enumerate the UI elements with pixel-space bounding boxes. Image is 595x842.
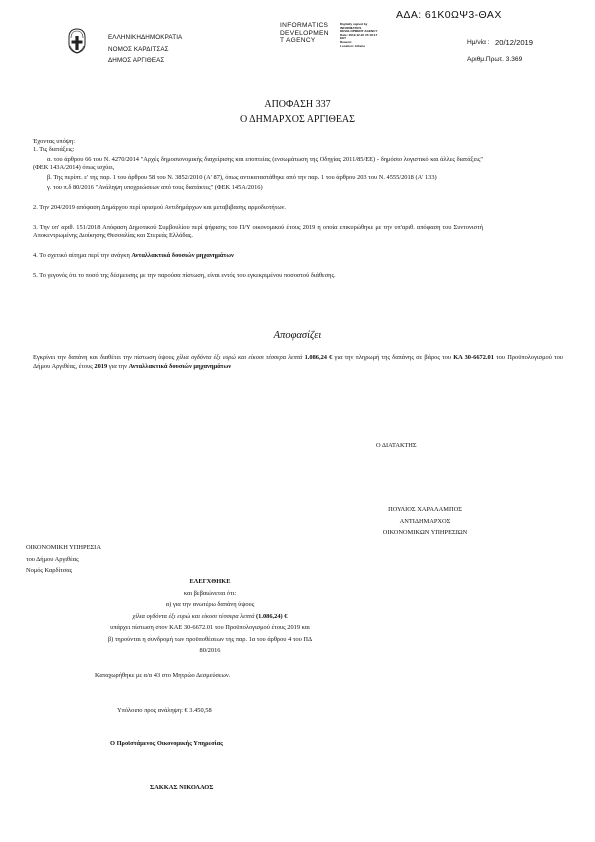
signer-department: ΟΙΚΟΝΟΜΙΚΩΝ ΥΠΗΡΕΣΙΩΝ <box>382 529 468 536</box>
decision-body <box>33 354 563 372</box>
budget-year: 2019 <box>94 362 108 370</box>
verification-block <box>30 576 390 657</box>
decision-text: Εγκρίνει την δαπάνη και διαθέτει την πίστωση ύψους <box>33 354 177 361</box>
signer-role: Ο ΔΙΑΤΑΚΤΗΣ <box>376 442 417 449</box>
expense-purpose: Ανταλλακτικά δουσιών μηχανημάτων <box>128 362 232 370</box>
header-left <box>108 32 182 67</box>
preamble-item-1a: α. του άρθρου 66 του Ν. 4270/2014 "Αρχές δημοσιονομικής διαχείρισης και εποπτείας (ενσωμάτωση της Οδηγίας 2011/85/ΕΕ) - δημόσιο λογιστικό και άλλες διατάξεις" (ΦΕΚ 143Α/2014) όπως ισχύει, <box>33 156 483 171</box>
signature-org-line: DEVELOPMEN <box>280 29 329 37</box>
preamble-item-4-text: 4. Το σχετικό αίτημα περί την ανάγκη <box>33 252 130 259</box>
decision-authority: Ο ΔΗΜΑΡΧΟΣ ΑΡΓΙΘΕΑΣ <box>240 114 355 125</box>
signer-name: ΠΟΥΛΙΟΣ ΧΑΡΑΛΑΜΠΟΣ <box>388 506 462 513</box>
signature-detail: DEVELOPMENT AGENCY <box>340 29 378 34</box>
signature-detail: Digitally signed by <box>340 22 368 26</box>
head-of-finance-title: Ο Προϊστάμενος Οικονομικής Υπηρεσίας <box>110 740 223 747</box>
preamble-item-4-subject: Ανταλλακτικά δουσιών μηχανημάτων <box>131 252 234 259</box>
digital-signature-details <box>340 23 400 48</box>
signer-title: ΑΝΤΙΔΗΜΑΡΧΟΣ <box>399 517 451 525</box>
amount-in-words: χίλια ογδόντα έξι ευρώ και είκοσι τέσσερα λεπτά <box>176 354 303 361</box>
header-country: ΕΛΛΗΝΙΚΗΔΗΜΟΚΡΑΤΙΑ <box>108 34 183 41</box>
decision-text: του Προϋπολογισμού του Δήμου Αργιθέας, έτους <box>33 354 563 370</box>
preamble-item-1c: γ. του π.δ 80/2016 "Ανάληψη υποχρεώσεων από τους διατάκτες" (ΦΕΚ 145Α/2016) <box>47 184 263 191</box>
financial-service-header <box>26 542 101 577</box>
preamble-item-3: 3. Την υπ' αριθ. 151/2018 Απόφαση Δημοτικού Συμβουλίου περί ψήφισης του Π/Υ οικονομικού έτους 2019 η οποία επικυρώθηκε με την υπ'αριθ. απόφαση του Συντονιστή Αποκεντρωμένης Διοίκησης Θεσσαλίας και Στερεάς Ελλάδας. <box>33 224 483 239</box>
signature-detail: INFORMATICS <box>340 25 362 30</box>
verification-line-amount <box>30 611 390 623</box>
commitment-registry: Καταχωρήθηκε με α/α 43 στο Μητρώο Δεσμεύσεων. <box>95 672 231 679</box>
signature-detail: EET <box>340 36 347 41</box>
preamble-item-1b: β. Της περίπτ. ε' της παρ. 1 του άρθρου 58 του Ν. 3852/2010 (Α' 87), όπως αντικαταστάθηκε από την παρ. 1 του άρθρου 203 του Ν. 4555/2018 (Α' 133) <box>47 174 437 181</box>
preamble-item-4 <box>33 252 483 260</box>
signer-block <box>330 504 520 539</box>
date-label: Ημ/νία : <box>467 39 490 46</box>
digital-signature-block <box>280 22 329 45</box>
financial-service-municipality: του Δήμου Αργιθέας <box>26 555 79 563</box>
decision-text: για την <box>107 362 129 370</box>
verification-line-budget: υπάρχει πίστωση στον ΚΑΕ 30-6672.01 του Προϋπολογισμού έτους 2019 και <box>110 624 310 631</box>
verification-line-b: β) τηρούνται η συνδρομή των προϋποθέσεων της παρ. 1α του άρθρου 4 του ΠΔ <box>107 635 313 643</box>
signature-org-line: INFORMATICS <box>280 22 329 29</box>
signature-org-line: T AGENCY <box>280 37 316 45</box>
financial-service-title: ΟΙΚΟΝΟΜΙΚΗ ΥΠΗΡΕΣΙΑ <box>26 544 101 551</box>
signature-detail: Location: Athens <box>340 43 366 48</box>
header-municipality: ΔΗΜΟΣ ΑΡΓΙΘΕΑΣ <box>108 57 165 64</box>
header-prefecture: ΝΟΜΟΣ ΚΑΡΔΙΤΣΑΣ <box>108 45 169 53</box>
date-value: 20/12/2019 <box>495 38 534 47</box>
hellenic-republic-emblem-icon <box>67 28 87 54</box>
preamble-section <box>33 138 483 280</box>
protocol-number: Αριθμ.Πρωτ. 3.369 <box>467 56 523 63</box>
preamble-item-5: 5. Το γεγονός ότι το ποσό της δέσμευσης με την παρούσα πίστωση, είναι εντός του εγκεκριμένου ποσοστού διάθεσης. <box>33 272 336 279</box>
decision-title <box>0 97 595 127</box>
signature-detail: Date: 2019.12.20 15:18:17 <box>340 32 378 37</box>
decides-heading: Αποφασίζει <box>273 330 322 341</box>
checked-heading: ΕΛΕΓΧΘΗΚΕ <box>189 578 231 585</box>
ada-code: ΑΔΑ: 61Κ0ΩΨ3-ΘΑΧ <box>396 9 502 21</box>
amount-in-words: χίλια ογδόντα έξι ευρώ και είκοσι τέσσερα λεπτά <box>132 612 257 620</box>
amount-number: (1.086,24) € <box>256 612 288 620</box>
certified-line: και βεβαιώνεται ότι: <box>183 589 237 597</box>
remaining-balance: Υπόλοιπο προς ανάληψη: € 3.450,58 <box>117 707 212 714</box>
financial-service-prefecture: Νομός Καρδίτσας <box>26 567 73 574</box>
verification-line-a: α) για την ανωτέρω δαπάνη ύψους <box>165 601 255 608</box>
head-of-finance-name: ΣΑΚΚΑΣ ΝΙΚΟΛΑΟΣ <box>150 784 214 791</box>
preamble-item-2: 2. Την 204/2019 απόφαση Δημάρχου περί ορισμού Αντιδημάρχων και μεταβιβασης αρμοδιοτήτων. <box>33 204 287 211</box>
having-considered: Έχοντας υπόψη: <box>33 138 75 145</box>
verification-line-decree: 80/2016 <box>199 647 221 654</box>
decision-number: ΑΠΟΦΑΣΗ 337 <box>264 99 331 110</box>
signature-detail: Reason: <box>340 39 353 44</box>
budget-code: ΚΑ 30-6672.01 <box>453 354 494 361</box>
amount-number: 1.086,24 € <box>304 354 333 361</box>
decision-text: για την πληρωμή της δαπάνης σε βάρος του <box>332 354 454 361</box>
preamble-item-1: 1. Τις διατάξεις: <box>33 146 75 153</box>
